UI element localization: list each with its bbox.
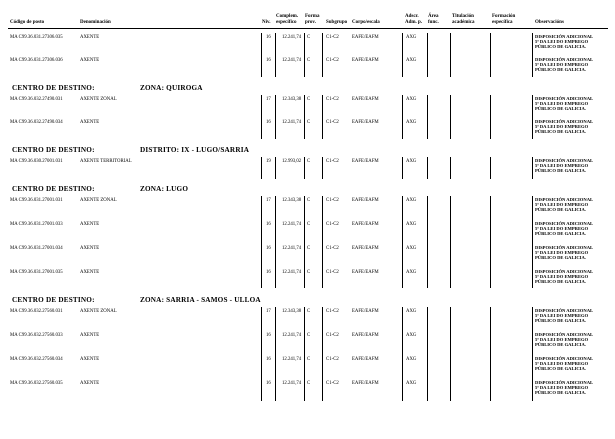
- column-rule: [427, 95, 428, 139]
- header-adscr-2: Adm. p.: [405, 20, 423, 25]
- cell-complemento: 12.343,38: [282, 97, 302, 102]
- cell-forma: C: [307, 35, 311, 40]
- cell-codigo: MA C99.36.032.27560.031: [10, 309, 63, 314]
- cell-complemento: 12.993,02: [282, 159, 302, 164]
- column-rule: [322, 196, 323, 288]
- cell-nivel: 16: [266, 246, 271, 251]
- column-rule: [402, 196, 403, 288]
- cell-codigo: MA C99.36.031.27306.035: [10, 35, 63, 40]
- cell-adscr: AXG: [406, 246, 417, 251]
- cell-codigo: MA C99.36.031.27001.034: [10, 246, 63, 251]
- cell-nivel: 16: [266, 270, 271, 275]
- column-rule: [532, 33, 533, 77]
- column-rule: [532, 196, 533, 288]
- cell-observacions: DISPOSICIÓN ADICIONAL 5ª DA LEI DO EMPREGO PÚBLICO DE GALICIA.: [535, 57, 594, 73]
- cell-complemento: 12.241,74: [282, 35, 302, 40]
- cell-complemento: 12.343,38: [282, 309, 302, 314]
- cell-adscr: AXG: [406, 270, 417, 275]
- column-rule: [275, 157, 276, 179]
- header-area-2: func.: [428, 20, 439, 25]
- cell-complemento: 12.241,74: [282, 357, 302, 362]
- cell-denominacion: AXENTE: [80, 35, 100, 40]
- column-rule: [275, 196, 276, 288]
- column-rule: [450, 33, 451, 77]
- cell-adscr: AXG: [406, 35, 417, 40]
- cell-adscr: AXG: [406, 159, 417, 164]
- cell-forma: C: [307, 333, 311, 338]
- cell-subgrupo: C1-C2: [326, 35, 339, 40]
- header-forma-1: Forma: [305, 14, 320, 19]
- cell-forma: C: [307, 246, 311, 251]
- cell-denominacion: AXENTE: [80, 381, 100, 386]
- section-label: CENTRO DE DESTINO:: [12, 296, 95, 304]
- column-rule: [450, 307, 451, 401]
- cell-observacions: DISPOSICIÓN ADICIONAL 5ª DA LEI DO EMPREGO PÚBLICO DE GALICIA.: [535, 158, 594, 174]
- cell-observacions: DISPOSICIÓN ADICIONAL 5ª DA LEI DO EMPREGO PÚBLICO DE GALICIA.: [535, 380, 594, 396]
- column-rule: [275, 95, 276, 139]
- cell-corpo: EAFE/EAFM: [352, 246, 379, 251]
- column-rule: [322, 95, 323, 139]
- cell-nivel: 16: [266, 58, 271, 63]
- cell-complemento: 12.343,38: [282, 198, 302, 203]
- cell-codigo: MA C99.36.032.27560.033: [10, 333, 63, 338]
- header-denominacion: Denominación: [80, 20, 111, 25]
- cell-denominacion: AXENTE: [80, 222, 100, 227]
- header-corpo: Corpo/escala: [352, 20, 380, 25]
- cell-subgrupo: C1-C2: [326, 222, 339, 227]
- section-zone: ZONA: LUGO: [140, 185, 189, 193]
- cell-forma: C: [307, 120, 311, 125]
- column-rule: [304, 196, 305, 288]
- cell-corpo: EAFE/EAFM: [352, 309, 379, 314]
- column-rule: [275, 307, 276, 401]
- cell-observacions: DISPOSICIÓN ADICIONAL 5ª DA LEI DO EMPREGO PÚBLICO DE GALICIA.: [535, 197, 594, 213]
- section-label: CENTRO DE DESTINO:: [12, 146, 95, 154]
- column-rule: [261, 33, 262, 77]
- column-rule: [490, 95, 491, 139]
- cell-observacions: DISPOSICIÓN ADICIONAL 5ª DA LEI DO EMPREGO PÚBLICO DE GALICIA.: [535, 96, 594, 112]
- section-zone: DISTRITO: IX - LUGO/SARRIA: [140, 146, 250, 154]
- cell-subgrupo: C1-C2: [326, 159, 339, 164]
- cell-codigo: MA C99.36.032.27560.034: [10, 357, 63, 362]
- cell-adscr: AXG: [406, 357, 417, 362]
- cell-complemento: 12.241,74: [282, 333, 302, 338]
- cell-codigo: MA C99.36.031.27001.033: [10, 222, 63, 227]
- cell-forma: C: [307, 270, 311, 275]
- cell-adscr: AXG: [406, 333, 417, 338]
- cell-adscr: AXG: [406, 309, 417, 314]
- cell-adscr: AXG: [406, 381, 417, 386]
- header-rule: [8, 28, 608, 29]
- cell-subgrupo: C1-C2: [326, 120, 339, 125]
- column-rule: [304, 157, 305, 179]
- cell-observacions: DISPOSICIÓN ADICIONAL 5ª DA LEI DO EMPREGO PÚBLICO DE GALICIA.: [535, 308, 594, 324]
- column-rule: [402, 157, 403, 179]
- cell-codigo: MA C99.36.030.27001.031: [10, 159, 63, 164]
- cell-denominacion: AXENTE ZONAL: [80, 97, 117, 102]
- column-rule: [490, 157, 491, 179]
- cell-complemento: 12.241,74: [282, 246, 302, 251]
- cell-nivel: 17: [266, 309, 271, 314]
- cell-subgrupo: C1-C2: [326, 309, 339, 314]
- cell-corpo: EAFE/EAFM: [352, 357, 379, 362]
- cell-forma: C: [307, 198, 311, 203]
- cell-denominacion: AXENTE: [80, 270, 100, 275]
- column-rule: [275, 33, 276, 77]
- cell-subgrupo: C1-C2: [326, 381, 339, 386]
- column-rule: [304, 33, 305, 77]
- cell-forma: C: [307, 381, 311, 386]
- cell-nivel: 16: [266, 381, 271, 386]
- column-rule: [532, 307, 533, 401]
- cell-observacions: DISPOSICIÓN ADICIONAL 5ª DA LEI DO EMPREGO PÚBLICO DE GALICIA.: [535, 245, 594, 261]
- cell-subgrupo: C1-C2: [326, 58, 339, 63]
- cell-subgrupo: C1-C2: [326, 97, 339, 102]
- column-rule: [427, 33, 428, 77]
- header-observacions: Observacións: [535, 20, 564, 25]
- cell-adscr: AXG: [406, 222, 417, 227]
- cell-denominacion: AXENTE: [80, 246, 100, 251]
- cell-codigo: MA C99.36.032.27560.035: [10, 381, 63, 386]
- header-complemento-2: específico: [276, 20, 297, 25]
- header-complemento-1: Complem.: [276, 14, 299, 19]
- header-adscr-1: Adscr.: [405, 14, 419, 19]
- cell-complemento: 12.241,74: [282, 222, 302, 227]
- header-titulacion-1: Titulación: [452, 14, 474, 19]
- cell-codigo: MA C99.36.031.27001.035: [10, 270, 63, 275]
- cell-corpo: EAFE/EAFM: [352, 222, 379, 227]
- cell-subgrupo: C1-C2: [326, 246, 339, 251]
- section-label: CENTRO DE DESTINO:: [12, 185, 95, 193]
- cell-subgrupo: C1-C2: [326, 270, 339, 275]
- cell-nivel: 17: [266, 198, 271, 203]
- cell-codigo: MA C99.36.031.27306.036: [10, 58, 63, 63]
- cell-codigo: MA C99.36.031.27001.031: [10, 198, 63, 203]
- cell-forma: C: [307, 309, 311, 314]
- column-rule: [322, 33, 323, 77]
- cell-corpo: EAFE/EAFM: [352, 381, 379, 386]
- cell-observacions: DISPOSICIÓN ADICIONAL 5ª DA LEI DO EMPREGO PÚBLICO DE GALICIA.: [535, 269, 594, 285]
- header-formacion-1: Formación: [492, 14, 516, 19]
- cell-complemento: 12.241,74: [282, 270, 302, 275]
- cell-complemento: 12.241,74: [282, 58, 302, 63]
- cell-corpo: EAFE/EAFM: [352, 198, 379, 203]
- column-rule: [490, 307, 491, 401]
- column-rule: [261, 157, 262, 179]
- cell-forma: C: [307, 357, 311, 362]
- section-label: CENTRO DE DESTINO:: [12, 84, 95, 92]
- column-rule: [532, 95, 533, 139]
- cell-corpo: EAFE/EAFM: [352, 270, 379, 275]
- cell-forma: C: [307, 58, 311, 63]
- cell-denominacion: AXENTE ZONAL: [80, 309, 117, 314]
- cell-adscr: AXG: [406, 58, 417, 63]
- cell-nivel: 16: [266, 357, 271, 362]
- header-area-1: Área: [428, 14, 439, 19]
- cell-observacions: DISPOSICIÓN ADICIONAL 5ª DA LEI DO EMPREGO PÚBLICO DE GALICIA.: [535, 119, 594, 135]
- column-rule: [450, 196, 451, 288]
- cell-denominacion: AXENTE: [80, 120, 100, 125]
- cell-corpo: EAFE/EAFM: [352, 159, 379, 164]
- section-zone: ZONA: SARRIA - SAMOS - ULLOA: [140, 296, 261, 304]
- column-rule: [402, 307, 403, 401]
- cell-nivel: 17: [266, 97, 271, 102]
- cell-forma: C: [307, 222, 311, 227]
- column-rule: [450, 95, 451, 139]
- cell-corpo: EAFE/EAFM: [352, 333, 379, 338]
- cell-observacions: DISPOSICIÓN ADICIONAL 5ª DA LEI DO EMPREGO PÚBLICO DE GALICIA.: [535, 34, 594, 50]
- cell-corpo: EAFE/EAFM: [352, 35, 379, 40]
- cell-codigo: MA C99.36.032.27490.031: [10, 97, 63, 102]
- cell-subgrupo: C1-C2: [326, 333, 339, 338]
- cell-corpo: EAFE/EAFM: [352, 120, 379, 125]
- header-subgrupo: Subgrupo: [326, 20, 348, 25]
- cell-denominacion: AXENTE: [80, 357, 100, 362]
- header-formacion-2: específica: [492, 20, 513, 25]
- cell-subgrupo: C1-C2: [326, 198, 339, 203]
- cell-corpo: EAFE/EAFM: [352, 97, 379, 102]
- cell-complemento: 12.241,74: [282, 381, 302, 386]
- cell-adscr: AXG: [406, 97, 417, 102]
- column-rule: [322, 157, 323, 179]
- cell-denominacion: AXENTE ZONAL: [80, 198, 117, 203]
- cell-forma: C: [307, 97, 311, 102]
- header-titulacion-2: académica: [452, 20, 475, 25]
- column-rule: [261, 95, 262, 139]
- cell-denominacion: AXENTE TERRITORIAL: [80, 159, 132, 164]
- column-rule: [490, 33, 491, 77]
- column-rule: [532, 157, 533, 179]
- column-rule: [450, 157, 451, 179]
- cell-adscr: AXG: [406, 198, 417, 203]
- cell-nivel: 16: [266, 222, 271, 227]
- column-rule: [304, 95, 305, 139]
- cell-nivel: 16: [266, 35, 271, 40]
- column-rule: [322, 307, 323, 401]
- column-rule: [304, 307, 305, 401]
- header-codigo: Código de posto: [10, 20, 45, 25]
- cell-adscr: AXG: [406, 120, 417, 125]
- column-rule: [402, 33, 403, 77]
- column-rule: [261, 196, 262, 288]
- column-rule: [427, 196, 428, 288]
- column-rule: [402, 95, 403, 139]
- cell-codigo: MA C99.36.032.27490.034: [10, 120, 63, 125]
- column-rule: [261, 307, 262, 401]
- cell-subgrupo: C1-C2: [326, 357, 339, 362]
- cell-nivel: 19: [266, 159, 271, 164]
- cell-corpo: EAFE/EAFM: [352, 58, 379, 63]
- cell-nivel: 16: [266, 120, 271, 125]
- cell-observacions: DISPOSICIÓN ADICIONAL 5ª DA LEI DO EMPREGO PÚBLICO DE GALICIA.: [535, 356, 594, 372]
- cell-observacions: DISPOSICIÓN ADICIONAL 5ª DA LEI DO EMPREGO PÚBLICO DE GALICIA.: [535, 332, 594, 348]
- column-rule: [427, 157, 428, 179]
- cell-denominacion: AXENTE: [80, 58, 100, 63]
- cell-nivel: 16: [266, 333, 271, 338]
- column-rule: [427, 307, 428, 401]
- column-rule: [490, 196, 491, 288]
- cell-denominacion: AXENTE: [80, 333, 100, 338]
- cell-complemento: 12.241,74: [282, 120, 302, 125]
- cell-forma: C: [307, 159, 311, 164]
- section-zone: ZONA: QUIROGA: [140, 84, 203, 92]
- header-nivel: Niv.: [262, 20, 271, 25]
- header-forma-2: prov.: [305, 20, 316, 25]
- cell-observacions: DISPOSICIÓN ADICIONAL 5ª DA LEI DO EMPREGO PÚBLICO DE GALICIA.: [535, 221, 594, 237]
